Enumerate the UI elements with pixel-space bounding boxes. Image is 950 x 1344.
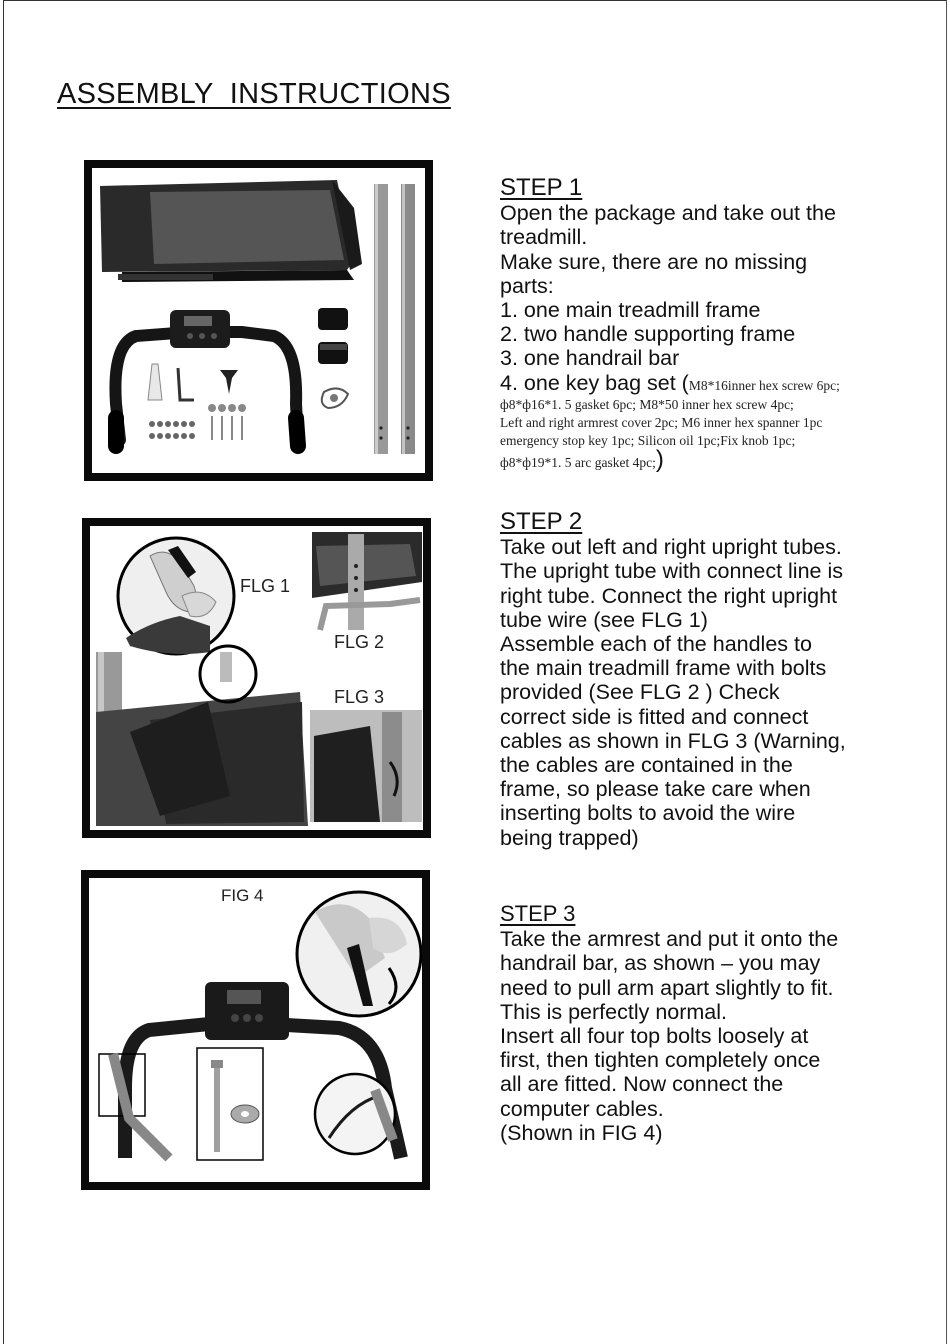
- fix-knob: [220, 370, 238, 394]
- step-3-line: This is perfectly normal.: [500, 999, 728, 1024]
- page-title: ASSEMBLY INSTRUCTIONS: [57, 78, 451, 110]
- step-1-line: parts:: [500, 273, 554, 298]
- step-3-illustration: [89, 878, 422, 1182]
- step-3-line: Take the armrest and put it onto the: [500, 927, 839, 952]
- step-2-line: inserting bolts to avoid the wire: [500, 801, 796, 826]
- step-1-line: 2. two handle supporting frame: [500, 322, 796, 347]
- gasket-set: [149, 421, 195, 439]
- step-3-line: need to pull arm apart slightly to fit.: [500, 975, 834, 1000]
- step-1-line-key-bag: [500, 371, 900, 395]
- figure-step-3: [81, 870, 430, 1190]
- parts-illustration: [92, 168, 425, 473]
- step-3-line: first, then tighten completely once: [500, 1048, 821, 1073]
- console-shape: [170, 310, 230, 348]
- step-3-line: handrail bar, as shown – you may: [500, 951, 821, 976]
- step-1-detail: emergency stop key 1pc; Silicon oil 1pc;Fix knob 1pc;: [500, 432, 796, 448]
- step-2-heading: STEP 2: [500, 508, 583, 535]
- step-2-line: frame, so please take care when: [500, 777, 811, 802]
- step-2-line: the cables are contained in the: [500, 753, 793, 778]
- step-1-detail-last-line: [500, 445, 900, 473]
- step-1-line: Open the package and take out the: [500, 201, 836, 226]
- handrail-bar-shape: [115, 332, 298, 440]
- flg1-label: FLG 1: [240, 576, 291, 596]
- step-1: [500, 176, 900, 472]
- step-1-key-bag-label: 4. one key bag set (: [500, 370, 689, 395]
- step-1-detail: Left and right armrest cover 2pc; M6 inner hex spanner 1pc: [500, 414, 823, 430]
- step-1-heading: STEP 1: [500, 174, 583, 201]
- fig4-bolt-box: [197, 1048, 263, 1160]
- step-2-line: the main treadmill frame with bolts: [500, 656, 827, 681]
- step-1-line: 1. one main treadmill frame: [500, 298, 761, 323]
- step-2-line: correct side is fitted and connect: [500, 704, 809, 729]
- step-2-line: cables as shown in FLG 3 (Warning,: [500, 728, 846, 753]
- step-1-line: Make sure, there are no missing: [500, 249, 808, 274]
- step-1-closing-paren: ): [655, 445, 664, 473]
- fig4-label: FIG 4: [221, 886, 264, 905]
- step-2-line: right tube. Connect the right upright: [500, 583, 838, 608]
- step-1-detail: ф8*ф16*1. 5 gasket 6pc; M8*50 inner hex screw 4pc;: [500, 396, 794, 412]
- step-1-detail: ф8*ф19*1. 5 arc gasket 4pc;: [500, 454, 656, 470]
- step-2-illustration: [90, 526, 423, 830]
- step-2-line: Take out left and right upright tubes.: [500, 535, 842, 560]
- armrest-cover-1: [318, 308, 348, 330]
- step-3-heading: STEP 3: [500, 901, 576, 926]
- step-1-line: 3. one handrail bar: [500, 346, 680, 371]
- step-2-line: being trapped): [500, 825, 639, 850]
- step-2-line: provided (See FLG 2 ) Check: [500, 680, 780, 705]
- bolt-set: [208, 404, 246, 440]
- flg2-label: FLG 2: [334, 632, 385, 652]
- hex-spanner: [178, 368, 194, 400]
- step-3-line: all are fitted. Now connect the: [500, 1072, 784, 1097]
- step-3-line: computer cables.: [500, 1096, 664, 1121]
- figure-parts-overview: [84, 160, 433, 481]
- step-2-line: Assemble each of the handles to: [500, 632, 812, 657]
- step-3-line: Insert all four top bolts loosely at: [500, 1024, 809, 1049]
- step-3-line: (Shown in FIG 4): [500, 1120, 663, 1145]
- step-2-line: The upright tube with connect line is: [500, 559, 844, 584]
- silicon-oil-bottle: [148, 364, 162, 400]
- fig4-bolt: [211, 1060, 223, 1068]
- step-2-line: tube wire (see FLG 1): [500, 607, 708, 632]
- step-3: [500, 902, 900, 1145]
- step-2: [500, 510, 900, 850]
- step-1-inline-detail: M8*16inner hex screw 6pc;: [688, 377, 840, 393]
- flg3-label: FLG 3: [334, 687, 385, 707]
- step-1-line: treadmill.: [500, 225, 588, 250]
- figure-step-2: [82, 518, 431, 838]
